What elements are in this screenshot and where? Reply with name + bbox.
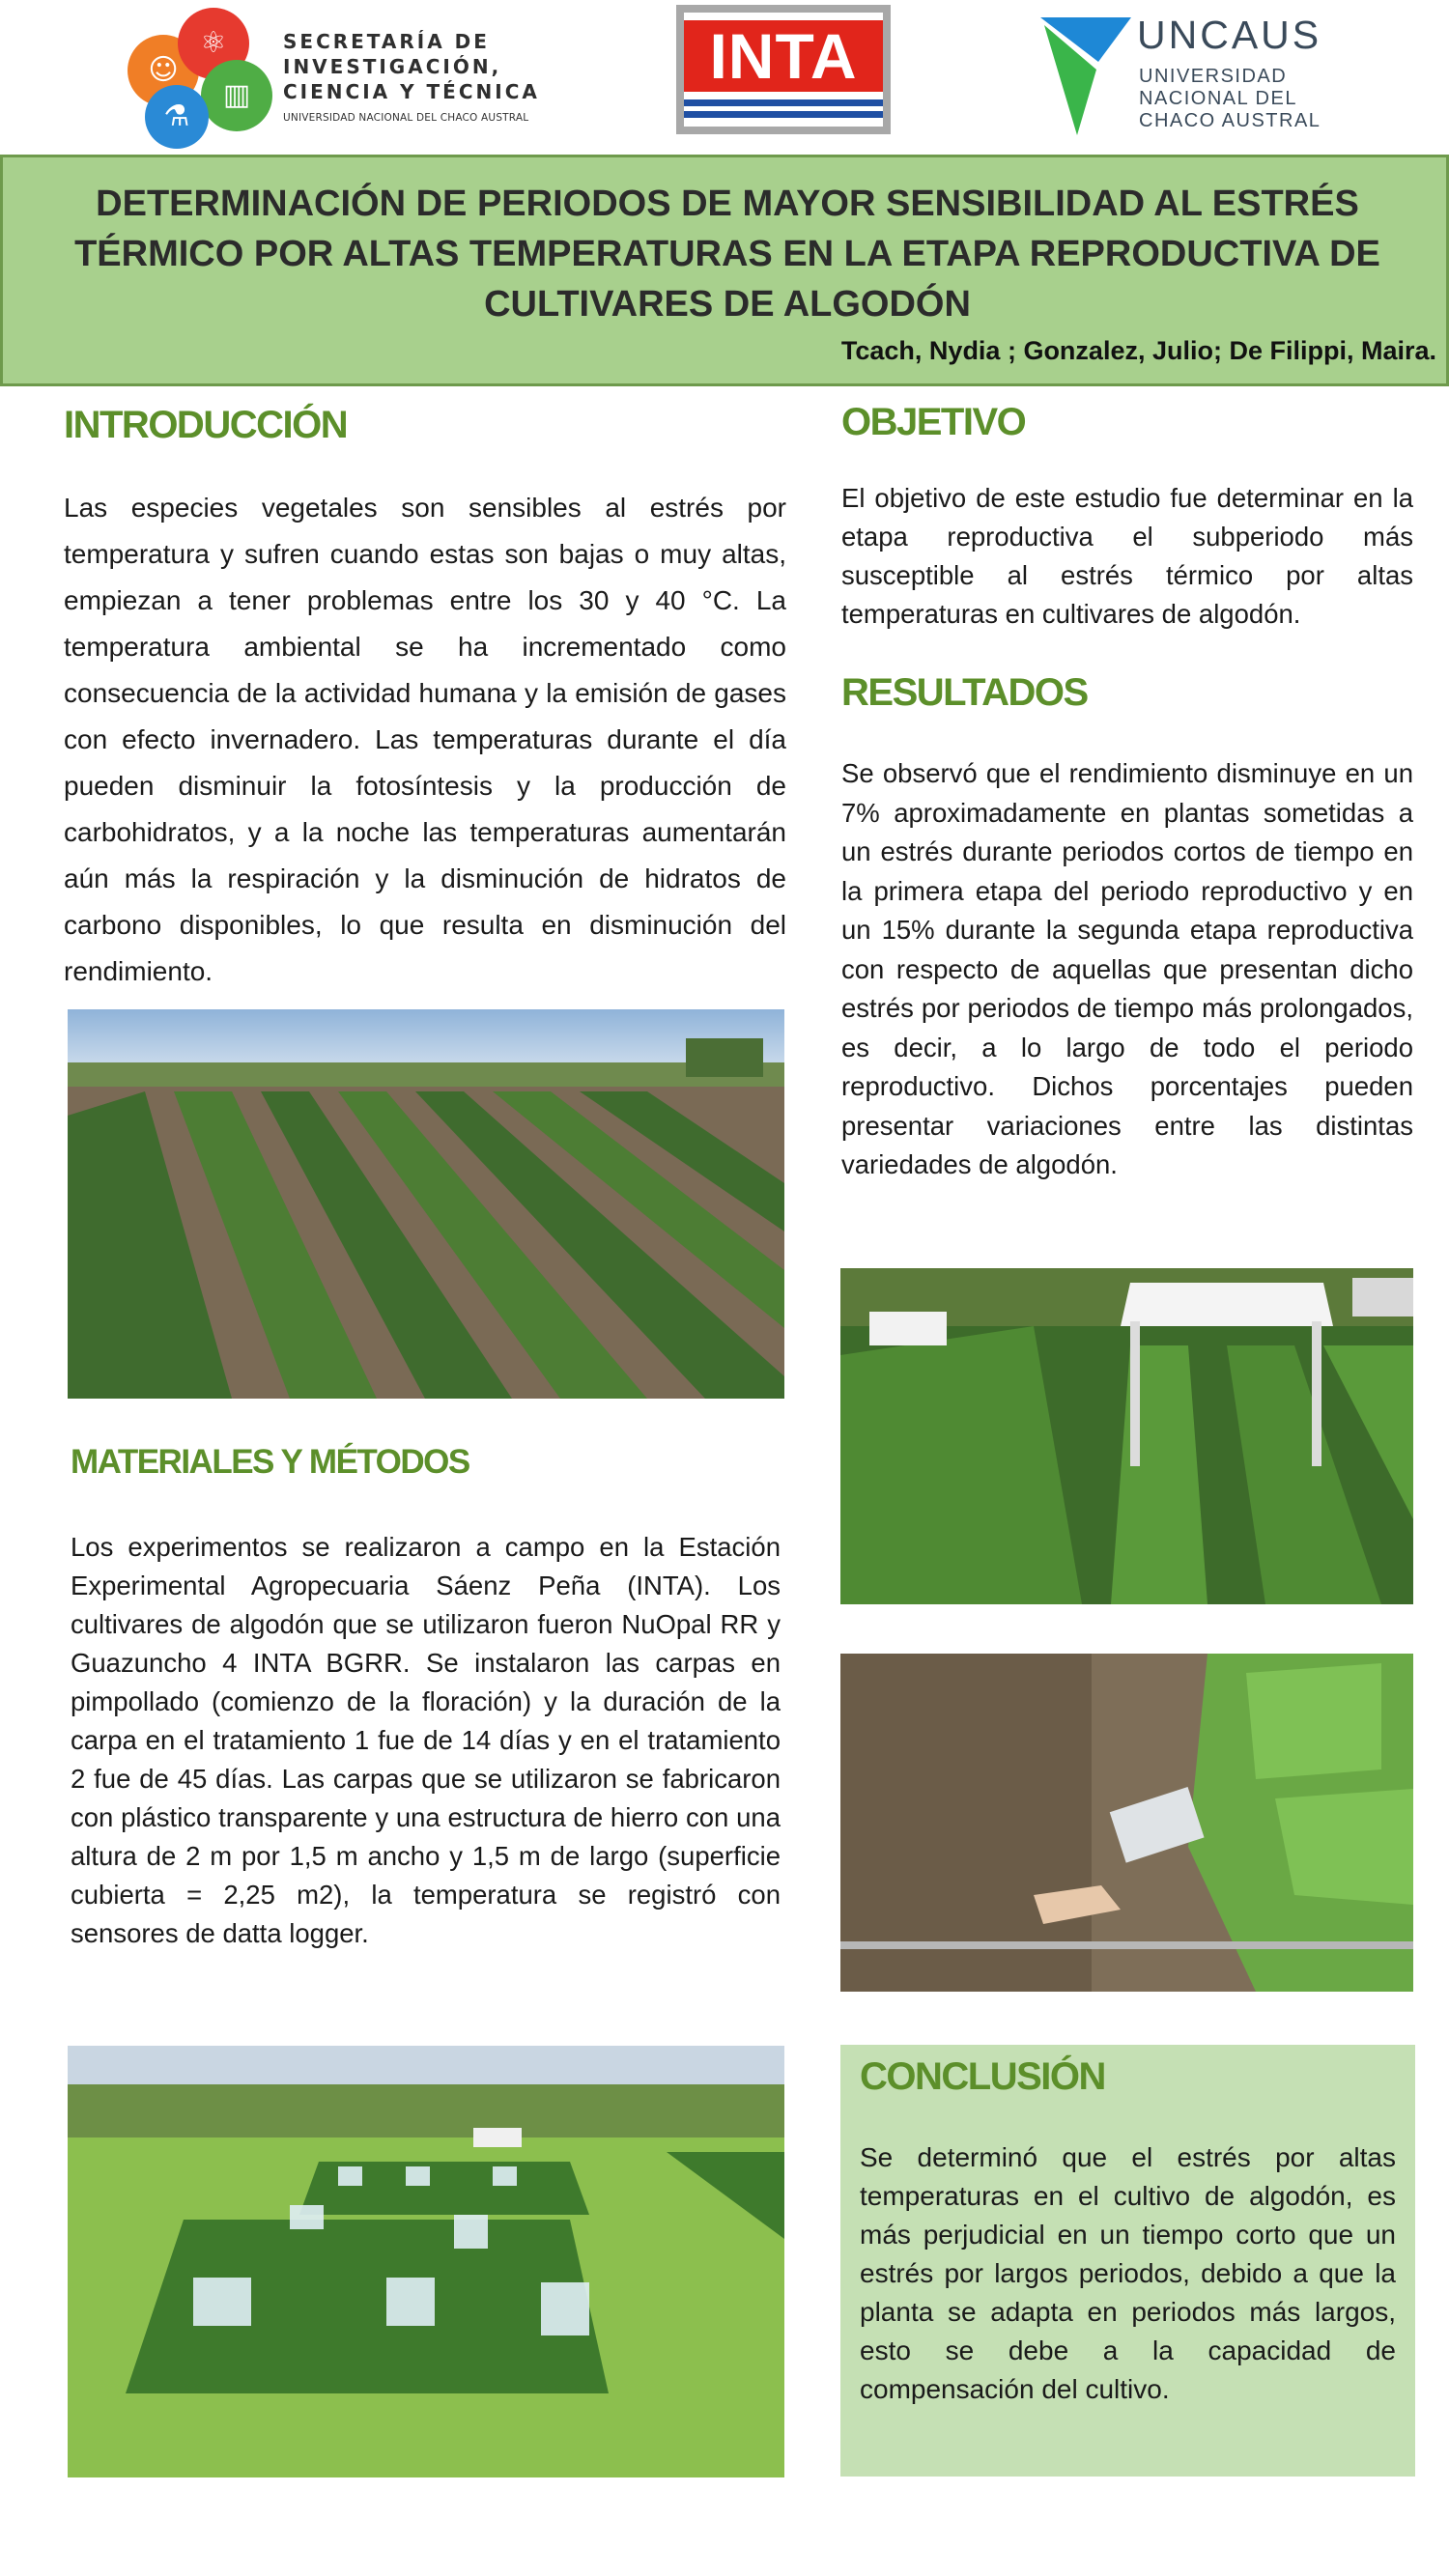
microscope-icon: ⚗ <box>145 85 209 149</box>
conclusion-body: Se determinó que el estrés por altas temperaturas en el cultivo de algodón, es más perjudicial en un tiempo corto que un estrés por largos periodos, debido a que la planta se adapta en periodos más largos, esto se debe a la capacidad de compensación del cultivo. <box>860 2142 1396 2404</box>
inta-wordmark: INTA <box>684 20 883 92</box>
inta-logo <box>676 5 891 134</box>
inta-stripe <box>684 99 883 106</box>
uncaus-subtitle <box>1139 66 1321 132</box>
uncaus-mark-icon <box>1038 12 1135 137</box>
uncaus-logo <box>1038 12 1357 142</box>
authors: Tcach, Nydia ; Gonzalez, Julio; De Filippi, Maira. <box>840 336 1436 365</box>
secretaria-text <box>283 29 563 124</box>
conclusion-heading: CONCLUSIÓN <box>860 2055 1105 2098</box>
objetivo-heading: OBJETIVO <box>841 401 1026 443</box>
cotton-field-photo <box>68 1009 784 1399</box>
resultados-heading: RESULTADOS <box>841 671 1088 714</box>
factory-icon: ▥ <box>201 60 272 131</box>
conclusion-box <box>840 2045 1415 2477</box>
secretaria-university: UNIVERSIDAD NACIONAL DEL CHACO AUSTRAL <box>283 112 529 124</box>
poster-title: DETERMINACIÓN DE PERIODOS DE MAYOR SENSIBILIDAD AL ESTRÉS TÉRMICO POR ALTAS TEMPERATURAS EN LA ETAPA REPRODUCTIVA DE CULTIVARES DE ALGODÓN <box>74 184 1380 325</box>
resultados-body: Se observó que el rendimiento disminuye en un 7% aproximadamente en plantas sometidas a un estrés durante periodos cortos de tiempo en la primera etapa del periodo reproductivo y en un 15% durante la segunda etapa reproductiva con respecto de aquellas que presentan dicho estrés por periodos de tiempo más prolongados, es decir, a lo largo de todo el periodo reproductivo. Dichos porcentajes pueden presentar variaciones entre las distintas variedades de algodón. <box>841 758 1413 1179</box>
atom-icon: ⚛ <box>178 8 249 79</box>
family-icon: ☺ <box>128 35 199 106</box>
secretaria-line3: CIENCIA Y TÉCNICA <box>283 80 540 103</box>
introduccion-heading: INTRODUCCIÓN <box>64 404 348 446</box>
objetivo-body: El objetivo de este estudio fue determinar en la etapa reproductiva el subperiodo más susceptible al estrés térmico por altas temperaturas en cultivares de algodón. <box>841 483 1413 629</box>
heat-tent-photo <box>840 1268 1413 1604</box>
secretaria-line2: INVESTIGACIÓN, <box>283 55 502 78</box>
title-band <box>0 155 1449 386</box>
uncaus-line1: UNIVERSIDAD <box>1139 66 1288 87</box>
uncaus-line2: NACIONAL DEL <box>1139 88 1297 109</box>
materiales-heading: MATERIALES Y MÉTODOS <box>71 1443 469 1481</box>
uncaus-name: UNCAUS <box>1137 13 1322 57</box>
inta-stripe <box>684 111 883 118</box>
secretaria-logo <box>124 8 549 148</box>
secretaria-circles-icon <box>124 8 269 148</box>
datalogger-photo <box>840 1654 1413 1992</box>
uncaus-line3: CHACO AUSTRAL <box>1139 110 1321 131</box>
introduccion-body: Las especies vegetales son sensibles al estrés por temperatura y sufren cuando estas son bajas o muy altas, empiezan a tener problemas entre los 30 y 40 °C. La temperatura ambiental se ha incrementado como consecuencia de la actividad humana y la emisión de gases con efecto invernadero. Las temperaturas durante el día pueden disminuir la fotosíntesis y la producción de carbohidratos, y a la noche las temperaturas aumentarán aún más la respiración y la disminución de hidratos de carbono disponibles, lo que resulta en disminución del rendimiento. <box>64 493 786 986</box>
materiales-body: Los experimentos se realizaron a campo en la Estación Experimental Agropecuaria Sáenz Peña (INTA). Los cultivares de algodón que se utilizaron fueron NuOpal RR y Guazuncho 4 INTA BGRR. Se instalaron las carpas en pimpollado (comienzo de la floración) y la duración de la carpa en el tratamiento 1 fue de 14 días y en el tratamiento 2 fue de 45 días. Las carpas que se utilizaron se fabricaron con plástico transparente y una estructura de hierro con una altura de 2 m por 1,5 m ancho y 1,5 m de largo (superficie cubierta = 2,25 m2), la temperatura se registró con sensores de datta logger. <box>71 1532 781 1948</box>
secretaria-line1: SECRETARÍA DE <box>283 30 490 53</box>
aerial-field-photo <box>68 2046 784 2477</box>
